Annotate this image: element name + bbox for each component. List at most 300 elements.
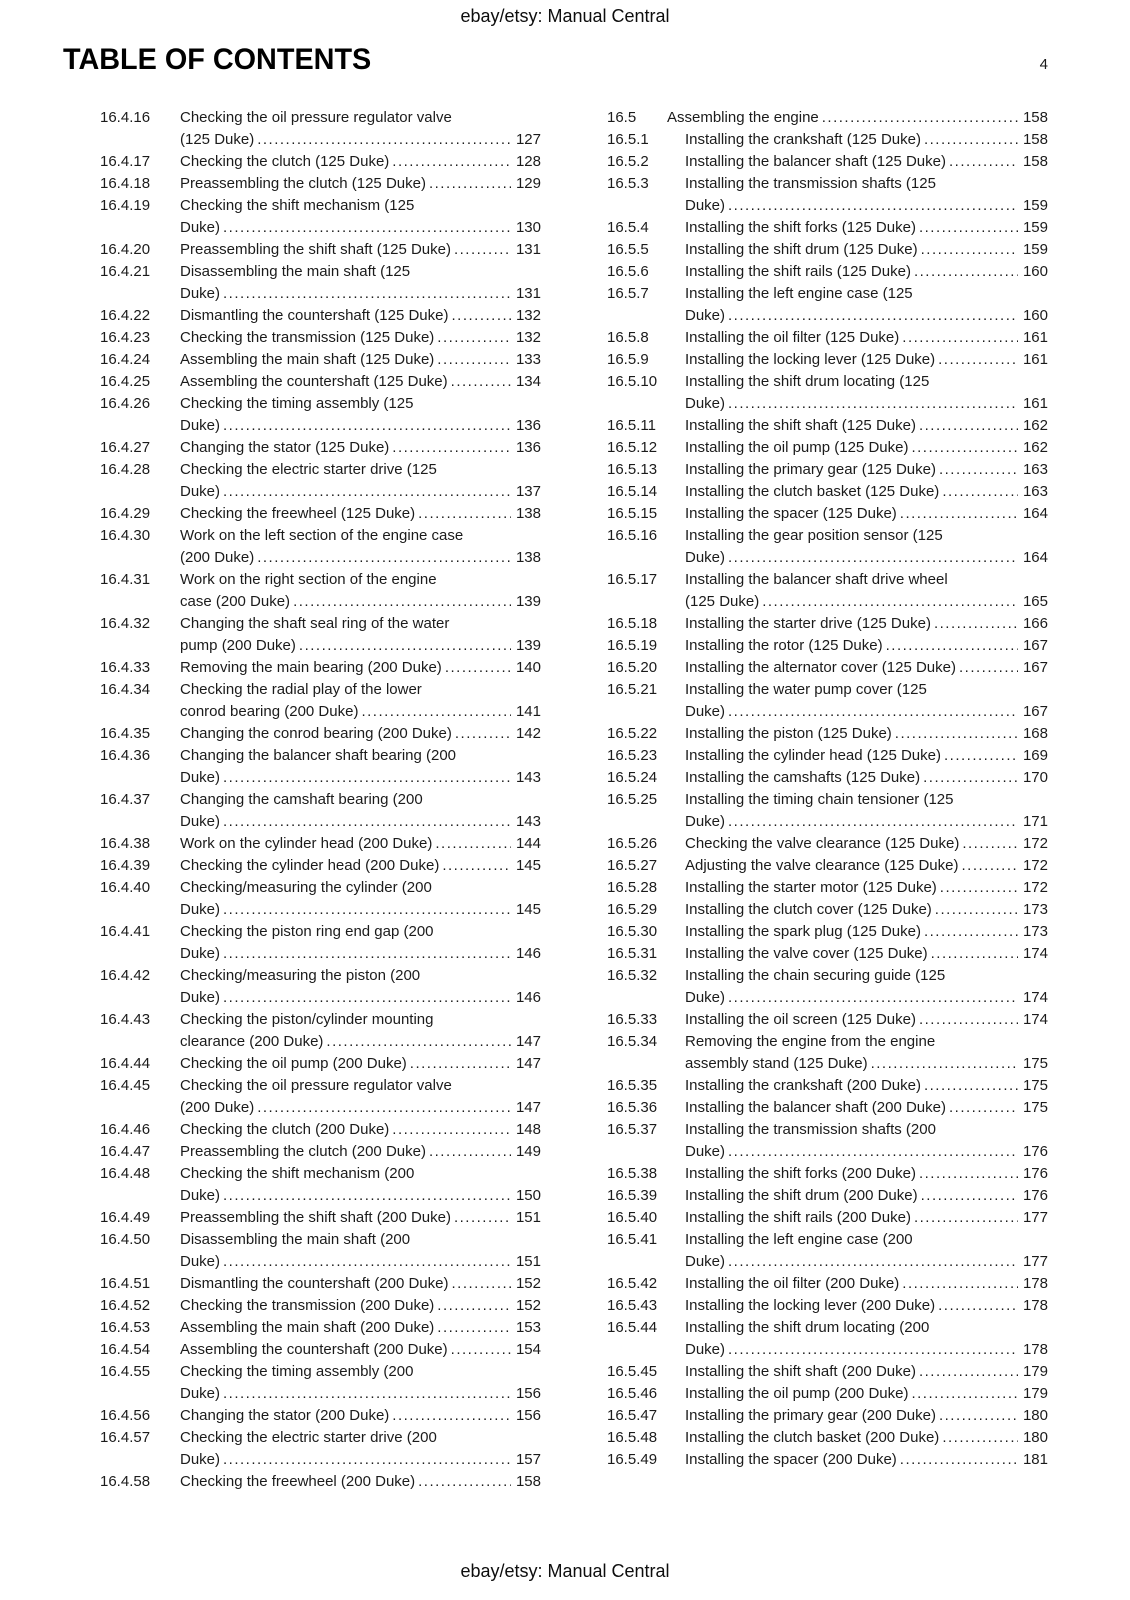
toc-entry-last-line	[180, 1053, 541, 1075]
dot-leader	[223, 481, 511, 503]
toc-entry-title: Checking the cylinder head (200 Duke)	[180, 857, 440, 874]
toc-entry-last-line	[180, 701, 541, 723]
toc-entry-number: 16.5.15	[607, 505, 658, 522]
toc-entry-body	[685, 1449, 1048, 1471]
toc-entry	[100, 239, 541, 261]
toc-entry-number: 16.5.40	[607, 1209, 658, 1226]
toc-entry-page: 133	[515, 351, 541, 368]
toc-entry-title: Installing the clutch basket (200 Duke)	[685, 1429, 940, 1446]
toc-entry-title: Installing the cylinder head (125 Duke)	[685, 747, 941, 764]
toc-entry-number: 16.5.18	[607, 615, 658, 632]
toc-entry-last-line	[180, 943, 541, 965]
toc-entry-number: 16.4.21	[100, 263, 151, 280]
toc-entry-number: 16.5.1	[607, 131, 649, 148]
toc-entry-last-line	[685, 833, 1048, 855]
toc-entry-page: 134	[515, 373, 541, 390]
toc-entry-page: 151	[515, 1253, 541, 1270]
toc-entry-page: 156	[515, 1407, 541, 1424]
toc-entry-last-line	[180, 327, 541, 349]
toc-entry-last-line	[685, 151, 1048, 173]
dot-leader	[410, 1053, 511, 1075]
toc-entry	[607, 1075, 1048, 1097]
dot-leader	[223, 943, 511, 965]
toc-entry-last-line	[685, 1163, 1048, 1185]
toc-entry-number: 16.4.55	[100, 1363, 151, 1380]
toc-entry-last-line	[180, 855, 541, 877]
dot-leader	[728, 987, 1018, 1009]
dot-leader	[762, 591, 1018, 613]
toc-entry	[607, 1295, 1048, 1317]
toc-entry-page: 153	[515, 1319, 541, 1336]
toc-entry	[607, 1361, 1048, 1383]
toc-entry-last-line	[685, 1207, 1048, 1229]
toc-entry-body	[180, 305, 541, 327]
toc-entry-number: 16.4.30	[100, 527, 151, 544]
toc-entry-body	[685, 745, 1048, 767]
toc-entry-number: 16.5.21	[607, 681, 658, 698]
toc-entry	[607, 261, 1048, 283]
toc-entry	[100, 1207, 541, 1229]
toc-entry-page: 161	[1022, 329, 1048, 346]
title-row	[63, 43, 1048, 77]
toc-entry-title: Duke)	[685, 549, 726, 566]
toc-entry-page: 139	[515, 637, 541, 654]
toc-entry-title: Checking the freewheel (125 Duke)	[180, 505, 416, 522]
toc-entry-page: 163	[1022, 461, 1048, 478]
toc-entry-title: Duke)	[180, 769, 221, 786]
toc-entry	[100, 1009, 541, 1053]
toc-entry-page: 169	[1022, 747, 1048, 764]
toc-entry	[607, 1427, 1048, 1449]
toc-entry-title: Dismantling the countershaft (200 Duke)	[180, 1275, 449, 1292]
toc-entry-last-line	[180, 1097, 541, 1119]
toc-entry	[607, 371, 1048, 415]
toc-entry-number: 16.5.5	[607, 241, 649, 258]
toc-entry-number: 16.5.4	[607, 219, 649, 236]
dot-leader	[934, 613, 1018, 635]
toc-entry-page: 180	[1022, 1429, 1048, 1446]
toc-entry-number: 16.5	[607, 109, 637, 126]
toc-entry-page: 179	[1022, 1363, 1048, 1380]
toc-entry-body	[180, 1295, 541, 1317]
footer-site-label: ebay/etsy: Manual Central	[460, 1561, 670, 1581]
dot-leader	[886, 635, 1018, 657]
dot-leader	[962, 833, 1018, 855]
toc-entry-number: 16.5.49	[607, 1451, 658, 1468]
dot-leader	[437, 1317, 511, 1339]
toc-entry-last-line	[685, 349, 1048, 371]
toc-entry-last-line	[180, 1273, 541, 1295]
dot-leader	[962, 855, 1018, 877]
toc-entry-body	[685, 1295, 1048, 1317]
toc-entry-title: Duke)	[685, 197, 726, 214]
toc-entry-number: 16.4.50	[100, 1231, 151, 1248]
toc-entry-last-line	[685, 547, 1048, 569]
toc-entry-title: Installing the valve cover (125 Duke)	[685, 945, 928, 962]
toc-entry-number: 16.4.53	[100, 1319, 151, 1336]
toc-entry-number: 16.5.19	[607, 637, 658, 654]
toc-entry-number: 16.5.20	[607, 659, 658, 676]
toc-entry	[100, 327, 541, 349]
toc-entry-body	[685, 283, 1048, 327]
toc-entry-page: 170	[1022, 769, 1048, 786]
toc-entry-title: clearance (200 Duke)	[180, 1033, 324, 1050]
toc-entry-page: 178	[1022, 1297, 1048, 1314]
toc-entry-last-line	[180, 1119, 541, 1141]
toc-entry-title: Duke)	[685, 1341, 726, 1358]
toc-entry-page: 173	[1022, 923, 1048, 940]
toc-entry-title: Installing the oil pump (200 Duke)	[685, 1385, 909, 1402]
toc-entry-number: 16.5.9	[607, 351, 649, 368]
toc-entry-body	[685, 503, 1048, 525]
toc-entry	[100, 789, 541, 833]
toc-entry-body	[180, 503, 541, 525]
toc-entry-body	[180, 613, 541, 657]
toc-entry-last-line	[180, 1449, 541, 1471]
toc-entry-page: 148	[515, 1121, 541, 1138]
toc-entry-page: 178	[1022, 1341, 1048, 1358]
dot-leader	[938, 1295, 1018, 1317]
toc-entry-last-line	[685, 415, 1048, 437]
toc-entry-title: Installing the shift rails (200 Duke)	[685, 1209, 911, 1226]
toc-entry-last-line	[685, 613, 1048, 635]
toc-entry-last-line	[685, 195, 1048, 217]
toc-entry-body	[180, 327, 541, 349]
toc-entry-last-line	[685, 767, 1048, 789]
toc-entry-last-line	[685, 811, 1048, 833]
toc-entry-number: 16.4.31	[100, 571, 151, 588]
toc-entry-title: Assembling the countershaft (125 Duke)	[180, 373, 448, 390]
toc-entry-body	[685, 833, 1048, 855]
toc-entry-title: Installing the balancer shaft (200 Duke)	[685, 1099, 946, 1116]
dot-leader	[445, 657, 511, 679]
toc-entry	[607, 283, 1048, 327]
toc-entry-page: 129	[515, 175, 541, 192]
toc-entry-page: 146	[515, 945, 541, 962]
toc-entry-title: Assembling the engine	[667, 109, 819, 126]
toc-entry-page: 154	[515, 1341, 541, 1358]
toc-entry-body	[685, 657, 1048, 679]
toc-entry-number: 16.5.34	[607, 1033, 658, 1050]
toc-entry-number: 16.5.29	[607, 901, 658, 918]
toc-entry-title: Installing the oil pump (125 Duke)	[685, 439, 909, 456]
toc-entry-title: Installing the shift rails (125 Duke)	[685, 263, 911, 280]
toc-entry-title: Duke)	[180, 813, 221, 830]
toc-entry-body	[685, 635, 1048, 657]
dot-leader	[822, 107, 1018, 129]
dot-leader	[223, 415, 511, 437]
toc-entry	[607, 1207, 1048, 1229]
toc-entry-body	[180, 195, 541, 239]
toc-entry-body	[685, 1163, 1048, 1185]
toc-entry-page: 132	[515, 307, 541, 324]
toc-entry-title: Installing the piston (125 Duke)	[685, 725, 892, 742]
toc-entry-title: Installing the rotor (125 Duke)	[685, 637, 883, 654]
toc-entry-page: 167	[1022, 637, 1048, 654]
toc-entry-last-line	[685, 261, 1048, 283]
toc-entry-body	[180, 1405, 541, 1427]
toc-entry-body	[685, 1273, 1048, 1295]
dot-leader	[392, 437, 511, 459]
toc-entry-page: 181	[1022, 1451, 1048, 1468]
toc-entry-title-line1: Checking the timing assembly (200	[180, 1363, 414, 1380]
toc-entry-body	[685, 723, 1048, 745]
toc-entry	[607, 459, 1048, 481]
toc-entry-page: 152	[515, 1297, 541, 1314]
toc-entry	[607, 1449, 1048, 1471]
toc-entry-title: Duke)	[180, 1451, 221, 1468]
toc-entry-last-line	[685, 217, 1048, 239]
toc-entry-last-line	[685, 899, 1048, 921]
toc-entry	[100, 877, 541, 921]
toc-entry-body	[180, 855, 541, 877]
toc-entry-number: 16.5.25	[607, 791, 658, 808]
toc-entry-number: 16.4.16	[100, 109, 151, 126]
toc-entry	[100, 921, 541, 965]
toc-entry-page: 175	[1022, 1077, 1048, 1094]
toc-entry	[100, 965, 541, 1009]
dot-leader	[437, 1295, 511, 1317]
dot-leader	[949, 151, 1018, 173]
toc-entry-body	[685, 1119, 1048, 1163]
toc-entry-number: 16.4.27	[100, 439, 151, 456]
toc-entry	[100, 1427, 541, 1471]
toc-entry-body	[685, 1427, 1048, 1449]
toc-entry-last-line	[180, 1405, 541, 1427]
toc-entry-number: 16.4.32	[100, 615, 151, 632]
toc-entry-title-line1: Installing the shift drum locating (125	[685, 373, 930, 390]
toc-entry-page: 132	[515, 329, 541, 346]
toc-entry-title: Installing the spacer (200 Duke)	[685, 1451, 897, 1468]
toc-entry-page: 145	[515, 857, 541, 874]
dot-leader	[429, 1141, 511, 1163]
toc-entry-number: 16.4.49	[100, 1209, 151, 1226]
toc-entry-page: 160	[1022, 263, 1048, 280]
toc-entry-page: 171	[1022, 813, 1048, 830]
toc-entry-title: Duke)	[685, 1143, 726, 1160]
toc-entry-title: Changing the stator (125 Duke)	[180, 439, 390, 456]
toc-entry-last-line	[685, 1295, 1048, 1317]
toc-entry-body	[685, 1229, 1048, 1273]
toc-entry-page: 177	[1022, 1209, 1048, 1226]
toc-entry-number: 16.5.10	[607, 373, 658, 390]
toc-entry-title-line1: Checking the electric starter drive (200	[180, 1429, 437, 1446]
toc-entry-title: Installing the starter drive (125 Duke)	[685, 615, 931, 632]
toc-entry-title-line1: Checking the piston ring end gap (200	[180, 923, 434, 940]
toc-entry-body	[180, 1229, 541, 1273]
dot-leader	[924, 1075, 1018, 1097]
toc-entry-body	[180, 1009, 541, 1053]
toc-entry-title: Duke)	[180, 417, 221, 434]
toc-entry-number: 16.5.33	[607, 1011, 658, 1028]
toc-entry	[607, 1273, 1048, 1295]
toc-entry-page: 177	[1022, 1253, 1048, 1270]
toc-entry-page: 168	[1022, 725, 1048, 742]
toc-entry-last-line	[685, 239, 1048, 261]
toc-entry-number: 16.5.13	[607, 461, 658, 478]
dot-leader	[451, 1273, 510, 1295]
toc-entry-last-line	[685, 1405, 1048, 1427]
toc-entry-last-line	[180, 591, 541, 613]
toc-entry-title: Installing the crankshaft (125 Duke)	[685, 131, 921, 148]
toc-entry-title-line1: Installing the shift drum locating (200	[685, 1319, 930, 1336]
toc-entry-body	[685, 525, 1048, 569]
dot-leader	[939, 1405, 1018, 1427]
toc-entry-number: 16.5.30	[607, 923, 658, 940]
toc-entry	[100, 1163, 541, 1207]
toc-entry-number: 16.4.35	[100, 725, 151, 742]
toc-entry-last-line	[685, 591, 1048, 613]
toc-entry-title: Checking the freewheel (200 Duke)	[180, 1473, 416, 1490]
toc-entry-title: Changing the stator (200 Duke)	[180, 1407, 390, 1424]
dot-leader	[949, 1097, 1018, 1119]
toc-entry-last-line	[667, 107, 1048, 129]
toc-entry-page: 145	[515, 901, 541, 918]
header-site-label: ebay/etsy: Manual Central	[460, 6, 670, 26]
toc-entry-body	[685, 371, 1048, 415]
dot-leader	[728, 1339, 1018, 1361]
toc-entry	[607, 745, 1048, 767]
toc-entry-page: 140	[515, 659, 541, 676]
toc-entry-number: 16.4.26	[100, 395, 151, 412]
toc-entry-page: 147	[515, 1055, 541, 1072]
toc-entry	[100, 1273, 541, 1295]
toc-entry	[607, 1405, 1048, 1427]
toc-entry	[607, 129, 1048, 151]
toc-entry-body	[685, 1207, 1048, 1229]
toc-entry-title-line1: Checking the radial play of the lower	[180, 681, 422, 698]
toc-entry-page: 139	[515, 593, 541, 610]
toc-entry-body	[180, 1339, 541, 1361]
dot-leader	[223, 767, 511, 789]
dot-leader	[418, 1471, 511, 1493]
toc-entry-number: 16.5.36	[607, 1099, 658, 1116]
toc-entry-title-line1: Checking the piston/cylinder mounting	[180, 1011, 434, 1028]
toc-entry	[607, 437, 1048, 459]
toc-entry-last-line	[180, 1251, 541, 1273]
toc-entry-last-line	[685, 459, 1048, 481]
dot-leader	[442, 855, 511, 877]
toc-entry	[100, 723, 541, 745]
toc-entry-body	[685, 1097, 1048, 1119]
toc-entry	[100, 679, 541, 723]
toc-entry	[100, 1317, 541, 1339]
toc-entry-title: Duke)	[685, 395, 726, 412]
toc-entry-body	[180, 745, 541, 789]
toc-entry-title: Installing the primary gear (200 Duke)	[685, 1407, 936, 1424]
toc-entry	[607, 855, 1048, 877]
toc-entry-page: 147	[515, 1099, 541, 1116]
toc-entry-last-line	[180, 283, 541, 305]
toc-entry-number: 16.4.42	[100, 967, 151, 984]
toc-entry-page: 162	[1022, 417, 1048, 434]
toc-entry	[100, 371, 541, 393]
toc-entry-title: Preassembling the clutch (200 Duke)	[180, 1143, 426, 1160]
toc-entry-number: 16.4.19	[100, 197, 151, 214]
toc-entry-last-line	[180, 217, 541, 239]
toc-entry-page: 174	[1022, 945, 1048, 962]
toc-entry-number: 16.5.8	[607, 329, 649, 346]
toc-entry-last-line	[180, 811, 541, 833]
toc-entry-title-line1: Checking the shift mechanism (200	[180, 1165, 415, 1182]
toc-entry-number: 16.5.7	[607, 285, 649, 302]
toc-entry-body	[180, 349, 541, 371]
toc-entry-body	[685, 613, 1048, 635]
toc-entry-title: Installing the primary gear (125 Duke)	[685, 461, 936, 478]
toc-entry-last-line	[685, 1273, 1048, 1295]
toc-entry-page: 157	[515, 1451, 541, 1468]
dot-leader	[942, 481, 1018, 503]
toc-entry-body	[685, 1317, 1048, 1361]
toc-entry-title: Checking the valve clearance (125 Duke)	[685, 835, 960, 852]
toc-entry-last-line	[180, 503, 541, 525]
dot-leader	[871, 1053, 1018, 1075]
toc-entry-title: Installing the shift shaft (125 Duke)	[685, 417, 916, 434]
toc-entry-body	[685, 965, 1048, 1009]
toc-entry-number: 16.5.28	[607, 879, 658, 896]
toc-entry-title: Checking the clutch (125 Duke)	[180, 153, 390, 170]
toc-entry-number: 16.4.28	[100, 461, 151, 478]
toc-entry-number: 16.4.39	[100, 857, 151, 874]
toc-entry	[607, 635, 1048, 657]
toc-entry-title-line1: Changing the shaft seal ring of the water	[180, 615, 450, 632]
toc-entry	[607, 1317, 1048, 1361]
toc-entry-title: Adjusting the valve clearance (125 Duke)	[685, 857, 959, 874]
toc-entry-title: Assembling the main shaft (200 Duke)	[180, 1319, 435, 1336]
toc-entry-number: 16.5.26	[607, 835, 658, 852]
toc-entry-body	[685, 349, 1048, 371]
toc-entry-body	[685, 943, 1048, 965]
toc-entry-number: 16.4.20	[100, 241, 151, 258]
toc-entry-last-line	[180, 987, 541, 1009]
toc-entry-last-line	[685, 987, 1048, 1009]
toc-entry	[100, 1361, 541, 1405]
dot-leader	[223, 1449, 511, 1471]
toc-entry-last-line	[180, 129, 541, 151]
toc-entry	[100, 1471, 541, 1493]
toc-entry-number: 16.4.29	[100, 505, 151, 522]
toc-entry-title: (200 Duke)	[180, 549, 255, 566]
toc-entry-number: 16.5.32	[607, 967, 658, 984]
toc-entry-body	[180, 921, 541, 965]
toc-entry-title: assembly stand (125 Duke)	[685, 1055, 868, 1072]
toc-entry-page: 162	[1022, 439, 1048, 456]
toc-entry-body	[180, 1361, 541, 1405]
dot-leader	[257, 547, 511, 569]
toc-entry-body	[180, 1471, 541, 1493]
toc-entry	[100, 1339, 541, 1361]
dot-leader	[728, 701, 1018, 723]
toc-entry	[100, 151, 541, 173]
toc-entry-body	[685, 1031, 1048, 1075]
dot-leader	[455, 723, 511, 745]
toc-entry-page: 131	[515, 285, 541, 302]
toc-entry	[607, 1185, 1048, 1207]
toc-entry-last-line	[180, 635, 541, 657]
dot-leader	[451, 371, 511, 393]
dot-leader	[728, 547, 1018, 569]
toc-entry	[100, 393, 541, 437]
toc-entry-page: 143	[515, 769, 541, 786]
toc-entry-title: Installing the locking lever (200 Duke)	[685, 1297, 936, 1314]
toc-entry-title-line1: Installing the left engine case (200	[685, 1231, 913, 1248]
dot-leader	[728, 305, 1018, 327]
toc-entry-page: 167	[1022, 659, 1048, 676]
toc-entry-last-line	[180, 173, 541, 195]
dot-leader	[940, 877, 1018, 899]
toc-entry-number: 16.4.48	[100, 1165, 151, 1182]
toc-entry-body	[685, 129, 1048, 151]
